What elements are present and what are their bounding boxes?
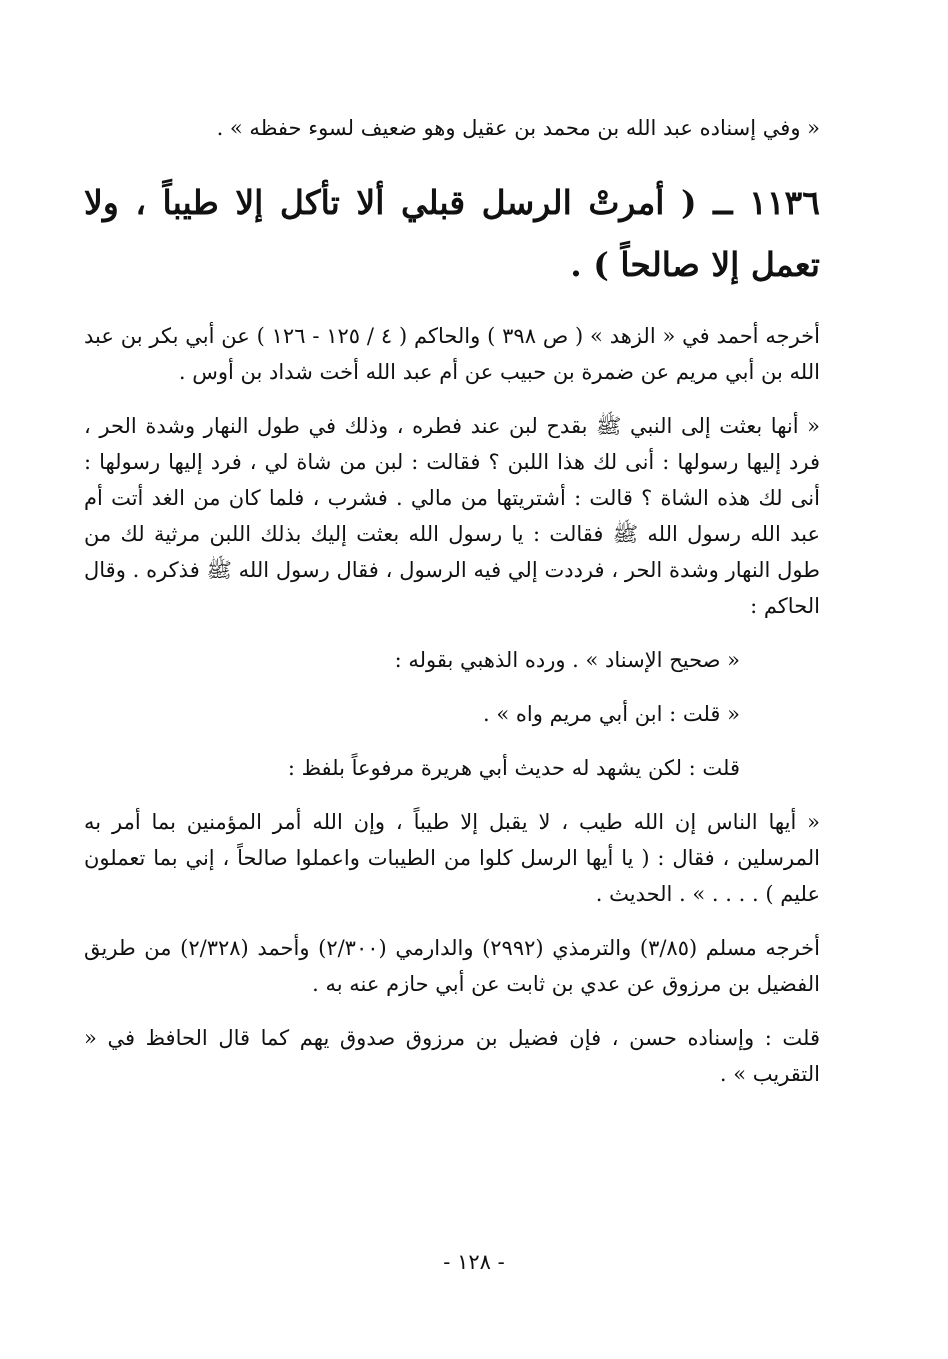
- sources-paragraph: أخرجه مسلم (٣/٨٥) والترمذي (٢٩٩٢) والدارمي (٢/٣٠٠) وأحمد (٢/٣٢٨) من طريق الفضيل بن مرزوق عن عدي بن ثابت عن أبي حازم عنه به .: [84, 936, 820, 996]
- hakim-quote: « صحيح الإسناد » . ورده الذهبي بقوله :: [394, 648, 740, 672]
- witness-hadith: « أيها الناس إن الله طيب ، لا يقبل إلا طيباً ، وإن الله أمر المؤمنين بما أمر به المرسلين ، فقال : ( يا أيها الرسل كلوا من الطيبات واعملوا صالحاً ، إني بما تعملون عليم ) . . . . » . الحديث .: [84, 810, 820, 906]
- takhrij-paragraph: أخرجه أحمد في « الزهد » ( ص ٣٩٨ ) والحاكم ( ٤ / ١٢٥ - ١٢٦ ) عن أبي بكر بن عبد الله بن أبي مريم عن ضمرة بن حبيب عن أم عبد الله أخت شداد بن أوس .: [84, 324, 820, 384]
- witness-intro: قلت : لكن يشهد له حديث أبي هريرة مرفوعاً بلفظ :: [287, 756, 740, 780]
- narration-paragraph: « أنها بعثت إلى النبي ﷺ بقدح لبن عند فطره ، وذلك في طول النهار وشدة الحر ، فرد إليها رسولها : أنى لك هذا اللبن ؟ فقالت : لبن من شاة لي ، فرد إليها رسولها : أنى لك هذه الشاة ؟ قالت : أشتريتها من مالي . فشرب ، فلما كان من الغد أتت أم عبد الله رسول الله ﷺ فقالت : يا رسول الله بعثت إليك بذلك اللبن مرثية لك من طول النهار وشدة الحر ، فرددت إلي فيه الرسول ، فقال رسول الله ﷺ فذكره . وقال الحاكم :: [84, 414, 820, 618]
- intro-line: « وفي إسناده عبد الله بن محمد بن عقيل وهو ضعيف لسوء حفظه » .: [216, 116, 820, 140]
- page-number: - ١٢٨ -: [443, 1250, 505, 1274]
- grading-paragraph: قلت : وإسناده حسن ، فإن فضيل بن مرزوق صدوق يهم كما قال الحافظ في « التقريب » .: [84, 1026, 820, 1086]
- hadith-heading: ١١٣٦ ــ ( أمرتْ الرسل قبلي ألا تأكل إلا طيباً ، ولا تعمل إلا صالحاً ) .: [84, 183, 820, 284]
- dhahabi-quote: « قلت : ابن أبي مريم واه » .: [483, 702, 740, 726]
